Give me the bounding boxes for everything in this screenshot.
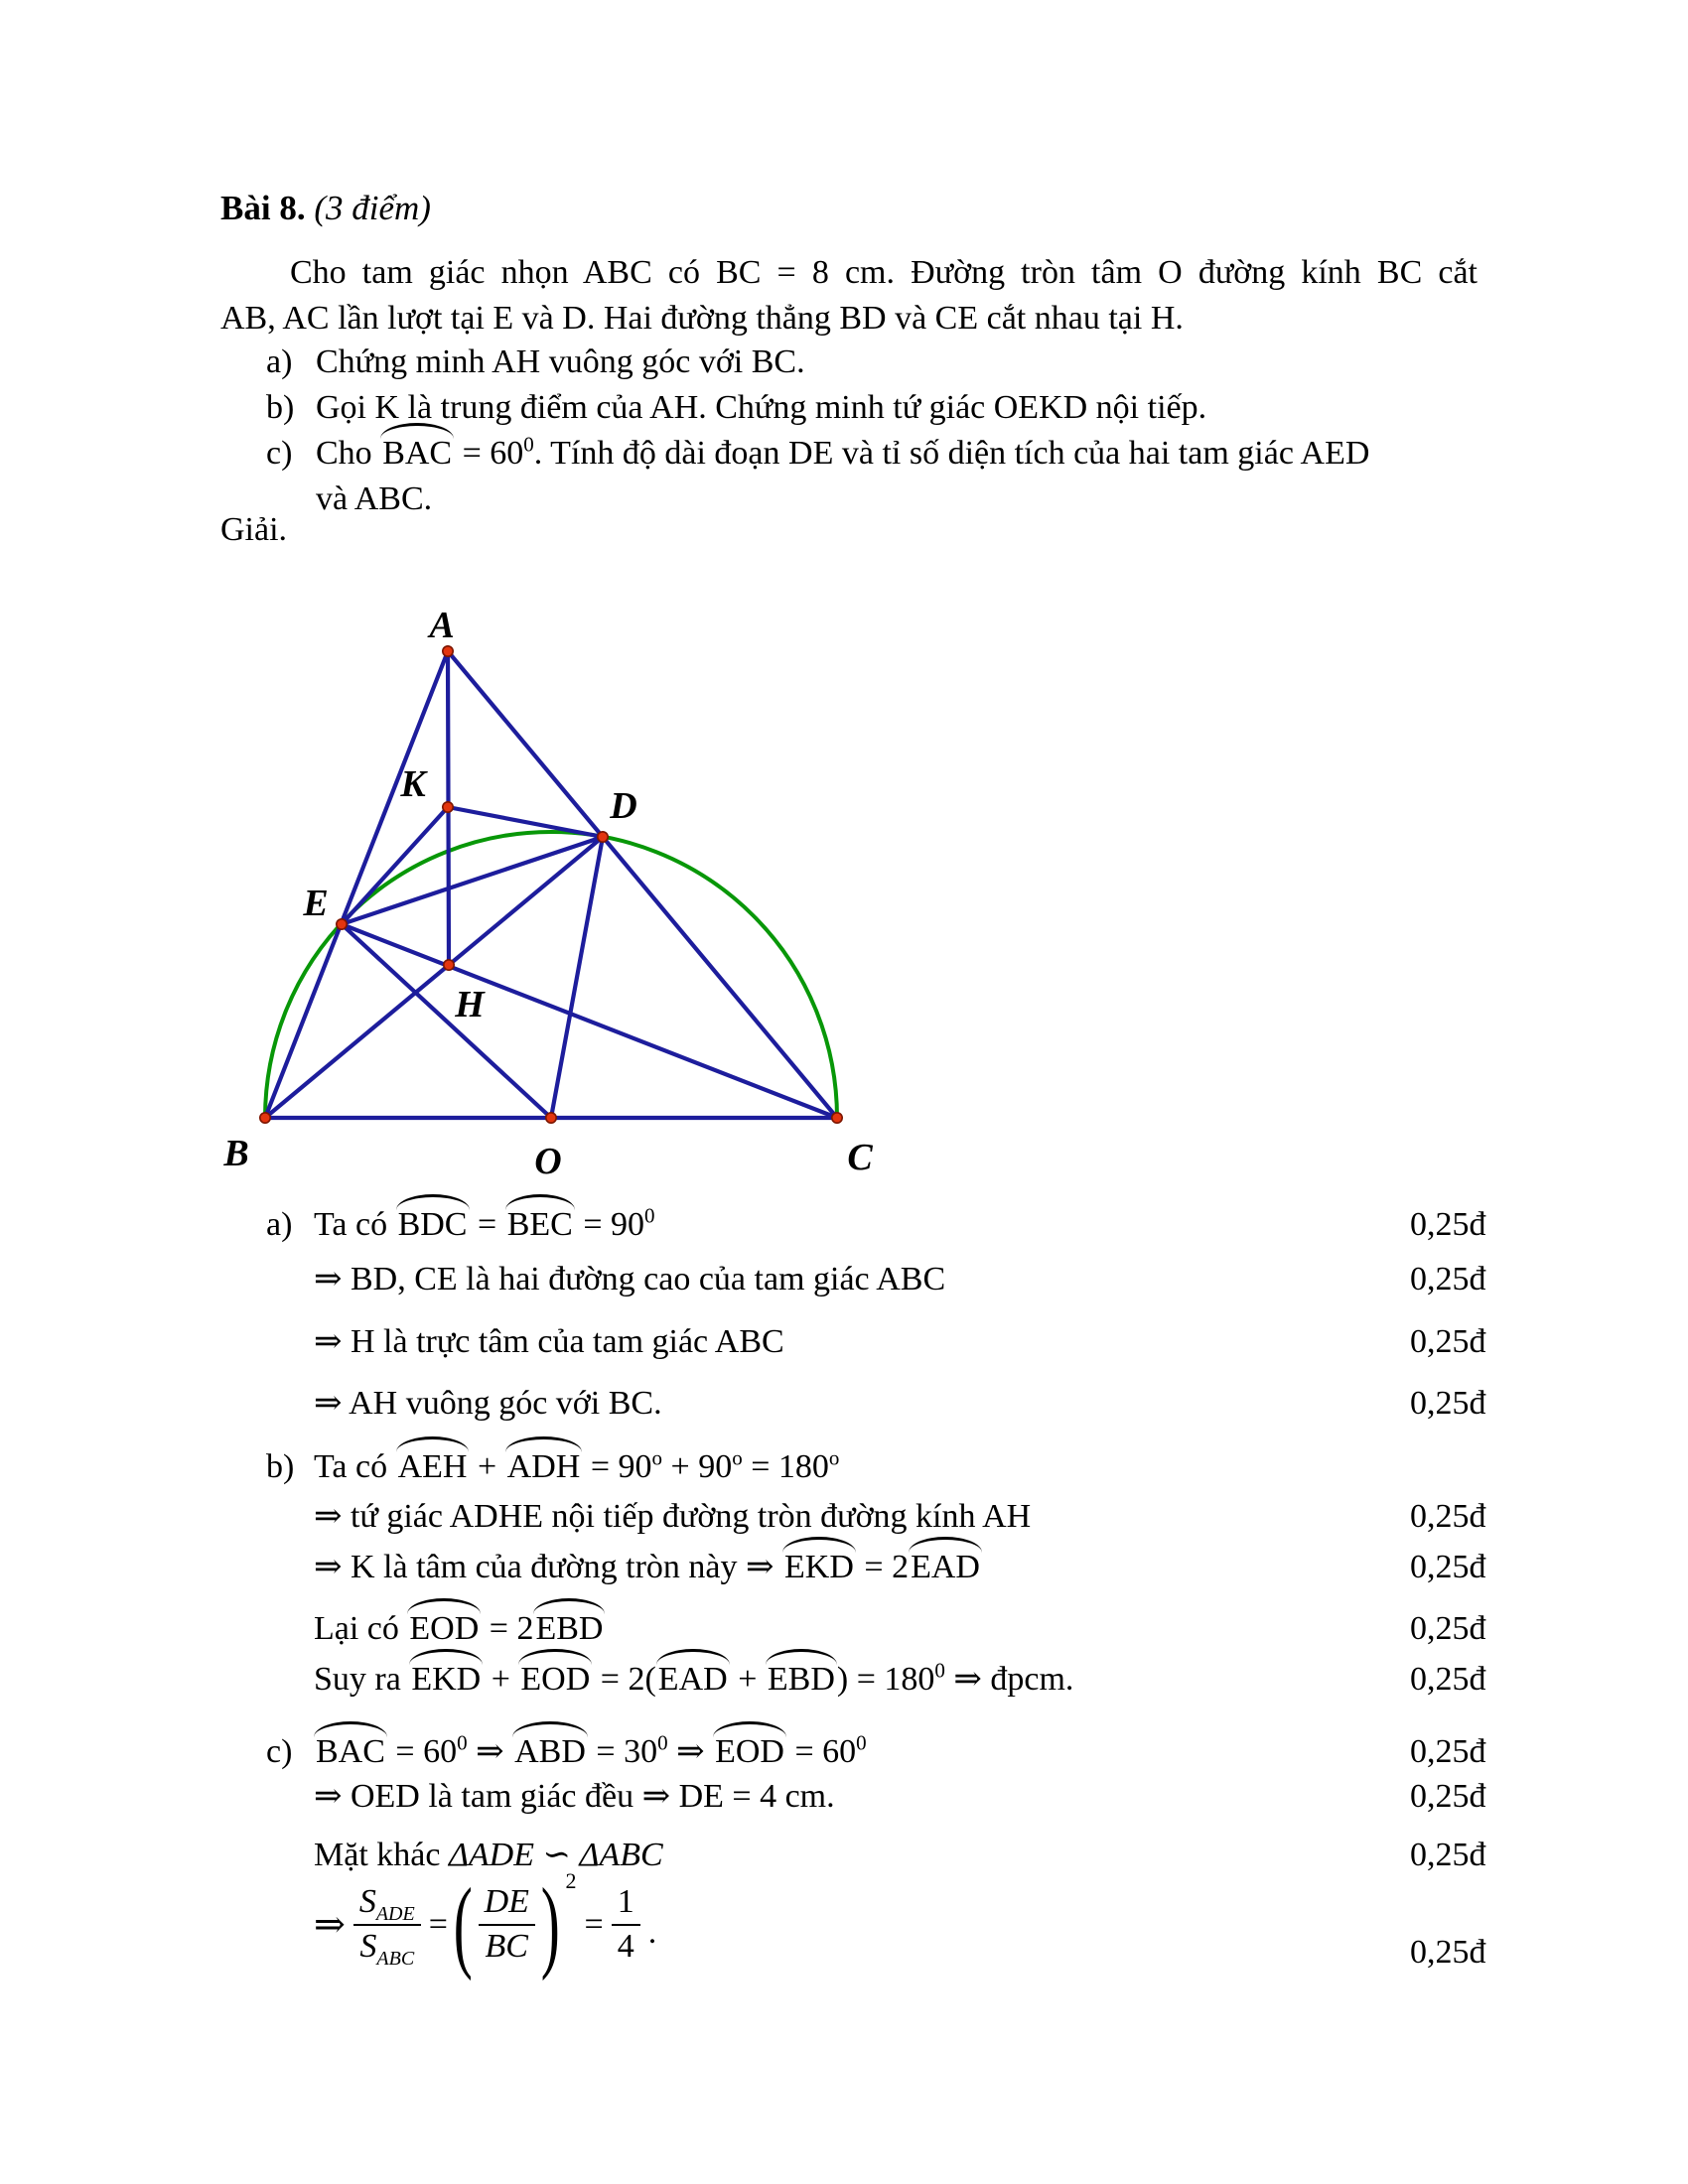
score-badge: 0,25đ (1410, 1206, 1486, 1243)
solution-label: Giải. (220, 511, 288, 548)
area-ratio-formula: ⇒ $\frac{S_{ADE}}{S_{ABC}}$ = ( $\frac{DE}{BC}$ ) $^2$ = $\frac{1}{4}$ . (314, 1866, 657, 1981)
solution-step: Mặt khác ΔADE ∽ ΔABC (314, 1837, 663, 1873)
step-label: c) (266, 1733, 293, 1770)
segment-DO (551, 837, 603, 1118)
point-dot-E (337, 919, 347, 929)
point-label-K: K (400, 763, 426, 805)
item-label: b) (266, 389, 295, 426)
score-badge: 0,25đ (1410, 1261, 1486, 1297)
problem-item: c) Cho BAC = $60^0$. Tính độ dài đoạn DE và tỉ số diện tích của hai tam giác AED (266, 431, 1369, 477)
score-badge: 0,25đ (1410, 1385, 1486, 1422)
point-label-D: D (610, 785, 637, 827)
point-dot-D (598, 832, 608, 842)
statement-line-2: AB, AC lần lượt tại E và D. Hai đường thẳng BD và CE cắt nhau tại H. (220, 300, 1184, 337)
segment-CE (342, 924, 837, 1118)
score-badge: 0,25đ (1410, 1323, 1486, 1360)
point-dot-C (832, 1113, 842, 1123)
solution-step: c) BAC = $60^0$ ⇒ ABD = $30^0$ ⇒ EOD = $60^0$ (266, 1731, 867, 1773)
score-badge: 0,25đ (1410, 1778, 1486, 1815)
angle-hat: BAC (380, 434, 454, 475)
degree-superscript: 0 (523, 432, 534, 457)
angle-hat: EOD (713, 1732, 786, 1773)
point-label-B: B (223, 1133, 249, 1174)
point-label-O: O (534, 1141, 562, 1182)
angle-hat: BDC (396, 1205, 470, 1246)
problem-points: (3 điểm) (314, 189, 431, 227)
equals-sign: = (584, 1905, 604, 1943)
item-label: a) (266, 343, 293, 380)
solution-step: b) Ta có AEH + ADH = $90^o + 90^o = 180^o$ (266, 1446, 839, 1488)
degree-superscript: o (651, 1445, 663, 1470)
problem-heading (220, 189, 431, 228)
equals-sign: = (428, 1905, 448, 1943)
score-badge: 0,25đ (1410, 1610, 1486, 1647)
solution-step: ⇒ K là tâm của đường tròn này ⇒ EKD = 2EAD (314, 1547, 982, 1588)
angle-hat: EKD (782, 1548, 856, 1588)
one-fourth-fraction: $\frac{1}{4}$ (612, 1881, 640, 1968)
score-badge: 0,25đ (1410, 1733, 1486, 1770)
point-label-H: H (455, 984, 485, 1025)
implies-arrow: ⇒ (314, 1904, 346, 1946)
angle-hat: ABD (512, 1732, 588, 1773)
semicircle-arc (265, 832, 837, 1118)
angle-hat: EKD (409, 1660, 483, 1701)
solution-step: ⇒ tứ giác ADHE nội tiếp đường tròn đường kính AH (314, 1498, 1032, 1535)
degree-superscript: o (732, 1445, 743, 1470)
segment-AB (265, 651, 448, 1118)
segment-AC (448, 651, 837, 1118)
angle-hat: ADH (505, 1447, 583, 1488)
point-label-E: E (303, 883, 329, 924)
angle-hat: EBD (533, 1609, 605, 1650)
score-badge: 0,25đ (1410, 1549, 1486, 1585)
score-badge: 0,25đ (1410, 1934, 1486, 1971)
point-dot-A (443, 646, 453, 656)
point-dot-H (444, 960, 454, 970)
angle-hat: BEC (505, 1205, 575, 1246)
point-dot-B (260, 1113, 270, 1123)
step-label: b) (266, 1448, 295, 1485)
point-dot-O (546, 1113, 556, 1123)
score-badge: 0,25đ (1410, 1498, 1486, 1535)
score-badge: 0,25đ (1410, 1661, 1486, 1698)
score-badge: 0,25đ (1410, 1837, 1486, 1873)
problem-item: a) Chứng minh AH vuông góc với BC. (266, 340, 1369, 385)
degree-superscript: 0 (644, 1203, 655, 1228)
angle-hat: EOD (518, 1660, 592, 1701)
angle-hat: BAC (314, 1732, 387, 1773)
period: . (647, 1913, 657, 1951)
angle-hat: EAD (909, 1548, 982, 1588)
de-bc-fraction: $\frac{DE}{BC}$ (479, 1881, 535, 1968)
solution-step: ⇒ BD, CE là hai đường cao của tam giác ABC (314, 1261, 946, 1297)
segment-EO (342, 924, 551, 1118)
statement-line-1: Cho tam giác nhọn ABC có BC = 8 cm. Đường tròn tâm O đường kính BC cắt (290, 254, 1477, 291)
point-dot-K (443, 802, 453, 812)
problem-number: Bài 8. (220, 189, 306, 227)
geometry-figure (159, 586, 923, 1221)
segment-BD (265, 837, 603, 1118)
degree-superscript: 0 (457, 1730, 468, 1755)
point-label-C: C (847, 1137, 873, 1178)
degree-superscript: 0 (934, 1658, 945, 1683)
item-label: c) (266, 435, 293, 472)
problem-item: b) Gọi K là trung điểm của AH. Chứng minh tứ giác OEKD nội tiếp. (266, 385, 1369, 431)
problem-statement (220, 250, 1477, 341)
point-label-A: A (429, 605, 455, 646)
solution-step: Suy ra EKD + EOD = $2(EAD + EBD) = 180^0$ ⇒ đpcm. (314, 1659, 1073, 1701)
angle-hat: EBD (766, 1660, 837, 1701)
angle-hat: AEH (396, 1447, 470, 1488)
solution-step: ⇒ OED là tam giác đều ⇒ DE = 4 cm. (314, 1778, 835, 1815)
italic-math: ΔADE ∽ ΔABC (448, 1837, 663, 1873)
angle-hat: EAD (656, 1660, 730, 1701)
angle-hat: EOD (407, 1609, 481, 1650)
solution-step: ⇒ AH vuông góc với BC. (314, 1385, 662, 1422)
area-fraction: $\frac{S_{ADE}}{S_{ABC}}$ (353, 1881, 421, 1968)
step-label: a) (266, 1206, 293, 1243)
solution-step: a) Ta có BDC = BEC = $90^0$ (266, 1204, 655, 1246)
problem-item: và ABC. (316, 480, 433, 517)
solution-step: ⇒ H là trực tâm của tam giác ABC (314, 1323, 784, 1360)
solution-step: Lại có EOD = 2EBD (314, 1608, 605, 1650)
degree-superscript: o (828, 1445, 840, 1470)
problem-items (266, 340, 1369, 522)
squared-exponent: 2 (565, 1867, 577, 1893)
degree-superscript: 0 (657, 1730, 668, 1755)
degree-superscript: 0 (856, 1730, 867, 1755)
